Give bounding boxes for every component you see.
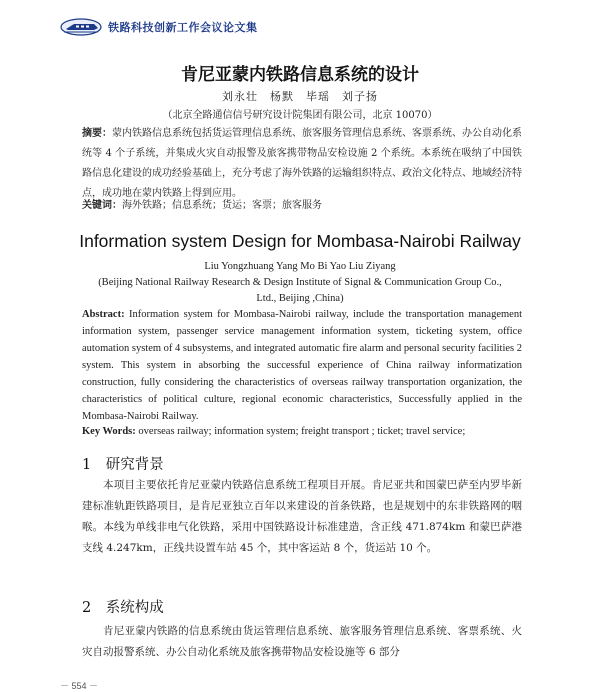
abstract-en xyxy=(82,306,522,425)
abstract-cn-label: 摘要： xyxy=(82,128,112,139)
railway-logo-icon xyxy=(60,18,102,36)
running-header xyxy=(60,18,258,36)
keywords-en-text: overseas railway; information system; freight transport ; ticket; travel service; xyxy=(138,426,466,437)
abstract-en-label: Abstract: xyxy=(82,309,125,320)
affiliation-en-line2: Ltd., Beijing ,China) xyxy=(256,293,344,304)
abstract-en-text: Information system for Mombasa-Nairobi railway, include the transportation management information system, passenger service management information system, ticketing system, office automation system of 4 subsystems, and integrated automatic fire alarm and personal security facilities 2 system. This system in absorbing the successful experience of China railway informatization construction, fully considering the characteristics of overseas railway transportation organization, the characteristics of political culture, regional economic characteristics, Successfully applied in the Mombasa-Nairobi Railway. xyxy=(82,309,523,422)
keywords-cn-label: 关键词： xyxy=(82,200,122,211)
keywords-cn-text: 海外铁路；信息系统；货运；客票；旅客服务 xyxy=(122,200,322,211)
section-body-background: 本项目主要依托肯尼亚蒙内铁路信息系统工程项目开展。肯尼亚共和国蒙巴萨至内罗毕新建标准轨距铁路项目，是肯尼亚独立百年以来建设的首条铁路，也是规划中的东非铁路网的咽喉。本线为单线非电气化铁路，采用中国铁路设计标准建造，含正线 471.874km 和蒙巴萨港支线 4.247km，正线共设置车站 45 个，其中客运站 8 个，货运站 10 个。 xyxy=(82,479,522,554)
series-title: 铁路科技创新工作会议论文集 xyxy=(108,21,258,34)
keywords-cn xyxy=(82,196,522,216)
keywords-en-label: Key Words: xyxy=(82,426,136,437)
affiliation-en-line1: (Beijing National Railway Research & Design Institute of Signal & Communication Group Co., xyxy=(98,277,502,288)
section-body-composition: 肯尼亚蒙内铁路的信息系统由货运管理信息系统、旅客服务管理信息系统、客票系统、火灾自动报警系统、办公自动化系统及旅客携带物品安检设施等 6 部分 xyxy=(82,625,522,658)
affiliation-cn: （北京全路通信信号研究设计院集团有限公司，北京 10070） xyxy=(162,110,438,121)
section-heading-background: 1 研究背景 xyxy=(82,457,164,473)
abstract-cn xyxy=(82,124,522,204)
paper-title-en: Information system Design for Mombasa-Nairobi Railway xyxy=(79,231,521,251)
abstract-cn-text: 蒙内铁路信息系统包括货运管理信息系统、旅客服务管理信息系统、客票系统、办公自动化系统等 4 个子系统，并集成火灾自动报警及旅客携带物品安检设施 2 个系统。本系统在吸纳了中国铁路信息化建设的成功经验基础上，充分考虑了海外铁路的运输组织特点、政治文化特点、地域经济特点，成功地在蒙内铁路上得到应用。 xyxy=(82,128,522,199)
keywords-en xyxy=(82,423,522,440)
authors-cn: 刘永壮 杨默 毕瑶 刘子扬 xyxy=(222,90,378,103)
page-number: － 554 － xyxy=(60,681,99,691)
paper-title-cn: 肯尼亚蒙内铁路信息系统的设计 xyxy=(181,65,419,85)
section-heading-composition: 2 系统构成 xyxy=(82,600,164,616)
authors-en: Liu Yongzhuang Yang Mo Bi Yao Liu Ziyang xyxy=(204,261,396,272)
